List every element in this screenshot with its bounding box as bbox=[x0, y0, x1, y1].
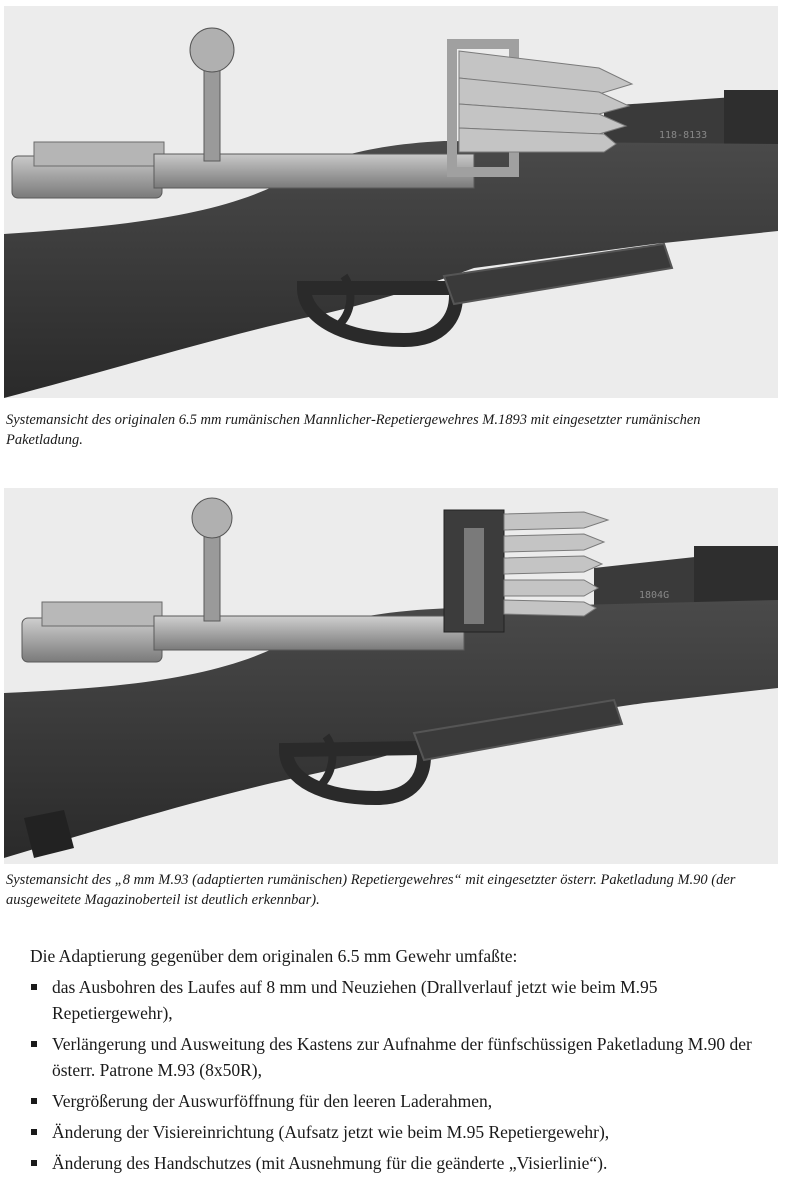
intro-paragraph: Die Adaptierung gegenüber dem originalen 6.5 mm Gewehr umfaßte: bbox=[30, 946, 518, 966]
list-item-text: Änderung des Handschutzes (mit Ausnehmung für die geänderte „Visierlinie“). bbox=[52, 1153, 608, 1173]
square-bullet-icon bbox=[31, 1129, 37, 1135]
square-bullet-icon bbox=[31, 1160, 37, 1166]
rifle-m93-icon bbox=[4, 488, 778, 864]
list-item-text: Verlängerung und Ausweitung des Kastens zur Aufnahme der fünfschüssigen Paketladung M.90 der österr. Patrone M.93 (8x50R), bbox=[52, 1034, 752, 1080]
rifle-photo-m1893 bbox=[4, 6, 778, 398]
svg-text:1804G: 1804G bbox=[639, 590, 670, 601]
square-bullet-icon bbox=[31, 984, 37, 990]
list-item bbox=[30, 974, 780, 1026]
list-item bbox=[30, 1119, 780, 1145]
photo-caption-2: Systemansicht des „8 mm M.93 (adaptierten rumänischen) Repetiergewehres“ mit eingesetzter österr. Paketladung M.90 (der ausgeweitete Magazinoberteil ist deutlich erkennbar). bbox=[6, 872, 736, 908]
rifle-photo-m93 bbox=[4, 488, 778, 864]
photo-caption-1: Systemansicht des originalen 6.5 mm rumänischen Mannlicher-Repetiergewehres M.1893 mit eingesetzter rumänischen Paketladung. bbox=[6, 412, 701, 448]
list-item-text: das Ausbohren des Laufes auf 8 mm und Neuziehen (Drallverlauf jetzt wie beim M.95 Repetiergewehr), bbox=[52, 977, 658, 1023]
body-text bbox=[30, 943, 780, 1181]
svg-text:118-8133: 118-8133 bbox=[659, 130, 708, 141]
list-item-text: Vergrößerung der Auswurföffnung für den leeren Laderahmen, bbox=[52, 1091, 493, 1111]
list-item-text: Änderung der Visiereinrichtung (Aufsatz jetzt wie beim M.95 Repetiergewehr), bbox=[52, 1122, 610, 1142]
adaptation-list bbox=[30, 974, 780, 1176]
list-item bbox=[30, 1088, 780, 1114]
list-item bbox=[30, 1031, 780, 1083]
square-bullet-icon bbox=[31, 1098, 37, 1104]
rifle-m1893-icon bbox=[4, 6, 778, 398]
list-item bbox=[30, 1150, 780, 1176]
square-bullet-icon bbox=[31, 1041, 37, 1047]
